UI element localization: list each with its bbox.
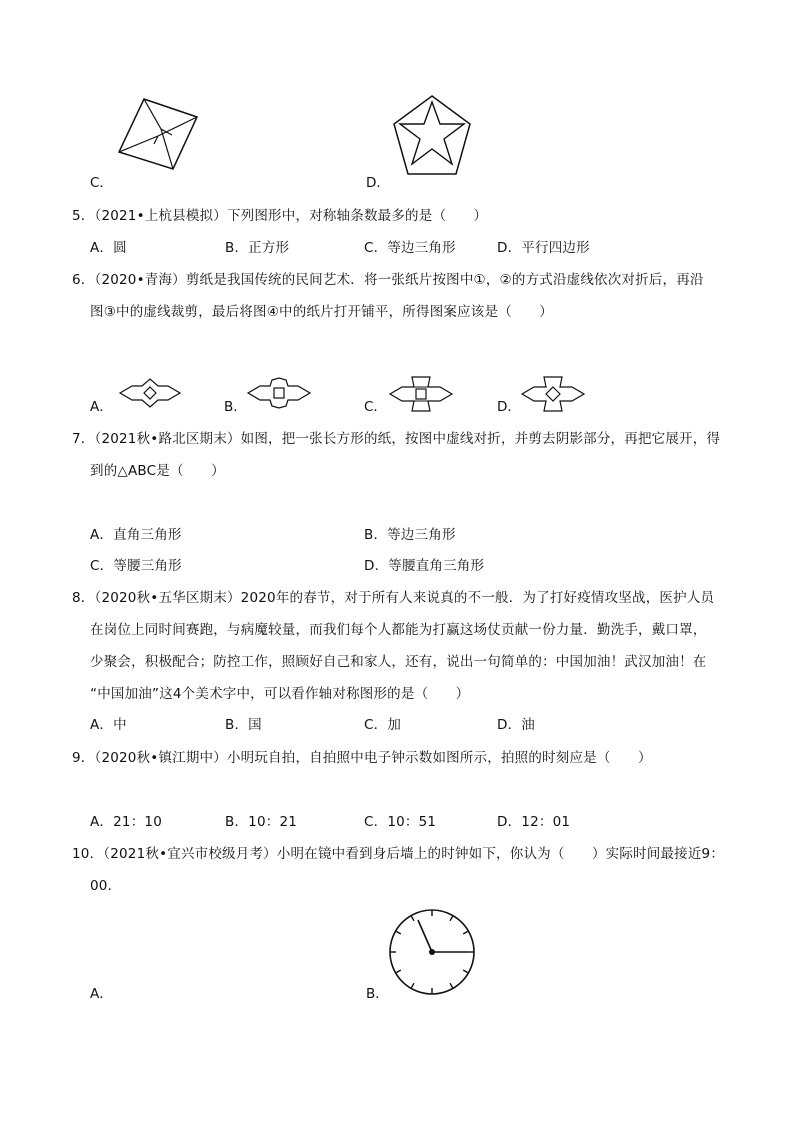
q7-option-d: D．等腰直角三角形	[364, 558, 485, 574]
paper-cut-b-figure	[246, 377, 312, 409]
q10-stem-line2: 00．	[90, 878, 122, 894]
clock-tick	[450, 983, 453, 988]
q6-option-a-figure	[118, 378, 182, 408]
option-c-figure	[118, 98, 198, 170]
q7-stem-line1: 7．（2021秋•路北区期末）如图，把一张长方形的纸，按图中虚线对折，并剪去阴影部分，再把它展开，得	[72, 431, 721, 447]
q5-option-c: C．等边三角形	[364, 240, 456, 256]
q10-option-b-clock	[388, 908, 476, 996]
q5-option-b: B．正方形	[225, 240, 290, 256]
q8-option-b: B．国	[225, 717, 262, 733]
option-c-label: C．	[90, 175, 113, 191]
clock-tick	[411, 916, 414, 921]
q7-option-a: A．直角三角形	[90, 527, 182, 543]
square-pinwheel-figure	[118, 98, 198, 170]
q8-stem-line2: 在岗位上同时间赛跑，与病魔较量，而我们每个人都能为打赢这场仗贡献一份力量．勤洗手，戴口罩，	[90, 622, 707, 638]
q9-option-c: C．10：51	[364, 814, 437, 830]
q8-option-c: C．加	[364, 717, 402, 733]
q6-option-a-label: A．	[90, 399, 113, 415]
paper-cut-a-figure	[118, 378, 182, 408]
clock-tick	[463, 970, 468, 973]
q8-option-d: D．油	[497, 717, 535, 733]
q6-option-d-figure	[520, 375, 586, 413]
q8-stem-line4: “中国加油”这4个美术字中，可以看作轴对称图形的是（ ）	[90, 686, 470, 702]
q6-option-c-label: C．	[364, 399, 387, 415]
clock-tick	[450, 916, 453, 921]
pentagon-star-figure	[392, 94, 472, 176]
q7-option-c: C．等腰三角形	[90, 558, 182, 574]
q10-stem-line1: 10．（2021秋•宜兴市校级月考）小明在镜中看到身后墙上的时钟如下，你认为（ ）实际时间最接近9：	[72, 846, 725, 862]
paper-cut-c-figure	[388, 375, 454, 413]
q6-option-b-label: B．	[224, 399, 247, 415]
q9-option-b: B．10：21	[225, 814, 298, 830]
clock-icon	[388, 908, 476, 996]
q5-stem: 5．（2021•上杭县模拟）下列图形中，对称轴条数最多的是（ ）	[72, 208, 488, 224]
q7-stem-line2: 到的△ABC是（ ）	[90, 463, 225, 479]
q8-option-a: A．中	[90, 717, 127, 733]
q10-option-a-label: A．	[90, 986, 113, 1002]
q6-option-b-figure	[246, 377, 312, 409]
q9-stem: 9．（2020秋•镇江期中）小明玩自拍，自拍照中电子钟示数如图所示，拍照的时刻应是（ ）	[72, 750, 652, 766]
q8-stem-line3: 少聚会，积极配合；防控工作，照顾好自己和家人，还有，说出一句简单的：中国加油！武汉加油！在	[90, 654, 707, 670]
clock-tick	[396, 931, 401, 934]
q7-option-b: B．等边三角形	[364, 527, 456, 543]
q5-option-a: A．圆	[90, 240, 127, 256]
clock-tick	[411, 983, 414, 988]
clock-tick	[396, 970, 401, 973]
q9-option-a: A．21：10	[90, 814, 162, 830]
q5-option-d: D．平行四边形	[497, 240, 590, 256]
clock-tick	[463, 931, 468, 934]
q8-stem-line1: 8．（2020秋•五华区期末）2020年的春节，对于所有人来说真的不一般．为了打好疫情攻坚战，医护人员	[72, 590, 715, 606]
q6-stem-line1: 6．（2020•青海）剪纸是我国传统的民间艺术．将一张纸片按图中①，②的方式沿虚线依次对折后，再沿	[72, 272, 704, 288]
paper-cut-d-figure	[520, 375, 586, 413]
q10-option-b-label: B．	[366, 986, 389, 1002]
q6-option-d-label: D．	[497, 399, 521, 415]
q9-option-d: D．12：01	[497, 814, 571, 830]
q6-stem-line2: 图③中的虚线裁剪，最后将图④中的纸片打开铺平，所得图案应该是（ ）	[90, 304, 554, 320]
q6-option-c-figure	[388, 375, 454, 413]
option-d-label: D．	[366, 175, 390, 191]
option-d-figure	[392, 94, 472, 176]
